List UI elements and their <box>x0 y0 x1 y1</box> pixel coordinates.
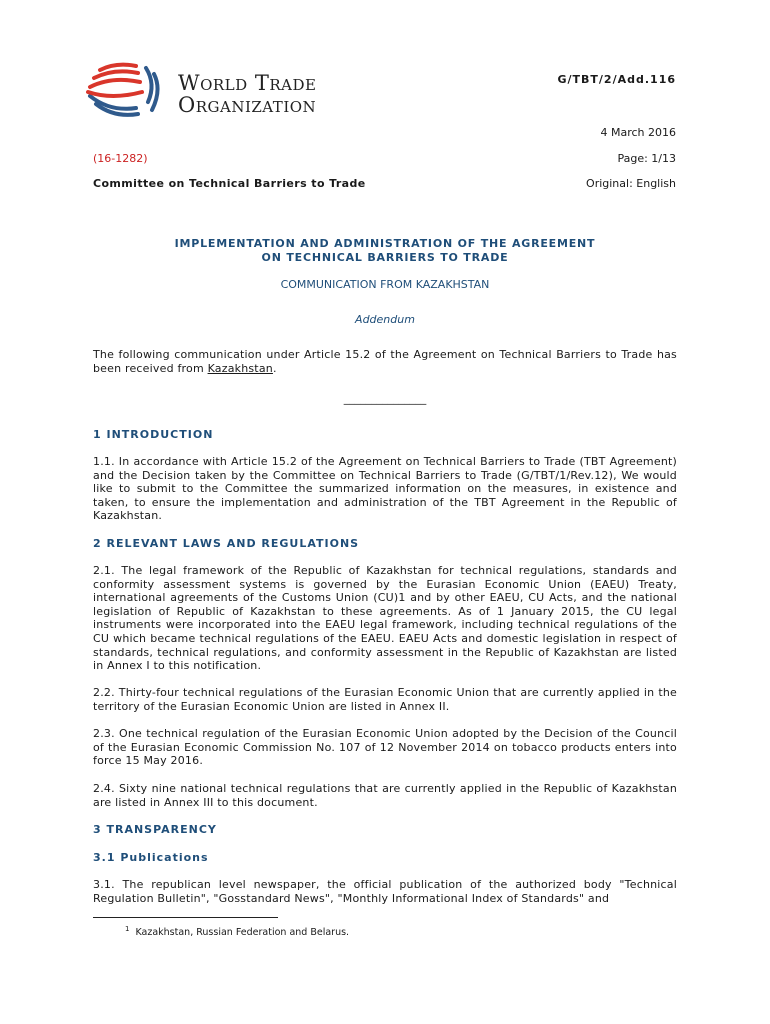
org-line2: Organization <box>178 93 317 117</box>
committee-name: Committee on Technical Barriers to Trade <box>93 177 366 190</box>
document-subtitle: COMMUNICATION FROM KAZAKHSTAN <box>280 278 490 291</box>
section-3-1-heading: 3.1 Publications <box>93 851 209 864</box>
org-line1: World Trade <box>178 71 317 95</box>
footnote-number: 1 <box>125 925 130 933</box>
organization-name <box>178 72 316 116</box>
paragraph-2-3: 2.3. One technical regulation of the Eurasian Economic Union adopted by the Decision of the Council of the Eurasian Economic Commission No. 107 of 12 November 2014 on tobacco products enters into force 15 May 2016. <box>93 727 677 768</box>
addendum-label: Addendum <box>355 313 415 326</box>
separator-line: _______________ <box>343 392 427 405</box>
wto-logo-icon <box>86 60 164 120</box>
paragraph-2-4: 2.4. Sixty nine national technical regulations that are currently applied in the Republic of Kazakhstan are listed in Annex III to this document. <box>93 782 677 809</box>
document-number: (16-1282) <box>93 152 148 165</box>
paragraph-2-1: 2.1. The legal framework of the Republic of Kazakhstan for technical regulations, standards and conformity assessment systems is governed by the Eurasian Economic Union (EAEU) Treaty, international agreements of the Customs Union (CU)1 and by other EAEU, CU Acts, and the national legislation of Republic of Kazakhstan to these agreements. As of 1 January 2015, the CU legal instruments were incorporated into the EAEU legal framework, including technical regulations of the CU which became technical regulations of the EAEU. EAEU Acts and domestic legislation in respect of standards, technical regulations, and conformity assessment in the Republic of Kazakhstan are listed in Annex I to this notification. <box>93 564 677 673</box>
title-line1: IMPLEMENTATION AND ADMINISTRATION OF THE AGREEMENT <box>174 237 596 250</box>
footnote <box>125 925 349 938</box>
title-line2: ON TECHNICAL BARRIERS TO TRADE <box>261 251 509 264</box>
document-date: 4 March 2016 <box>600 126 676 139</box>
footnote-divider <box>93 917 278 918</box>
page-indicator: Page: 1/13 <box>617 152 676 165</box>
original-language: Original: English <box>586 177 676 190</box>
intro-text: The following communication under Article 15.2 of the Agreement on Technical Barriers to Trade has been received from <box>93 348 677 375</box>
kazakhstan-link[interactable]: Kazakhstan <box>207 361 273 375</box>
paragraph-2-2: 2.2. Thirty-four technical regulations of the Eurasian Economic Union that are currently applied in the territory of the Eurasian Economic Union are listed in Annex II. <box>93 686 677 713</box>
section-2-heading: 2 RELEVANT LAWS AND REGULATIONS <box>93 537 360 550</box>
intro-end: . <box>272 361 277 375</box>
footnote-text: Kazakhstan, Russian Federation and Belarus. <box>135 927 350 939</box>
section-1-heading: 1 INTRODUCTION <box>93 428 214 441</box>
document-title <box>93 237 677 265</box>
paragraph-3-1: 3.1. The republican level newspaper, the official publication of the authorized body "Technical Regulation Bulletin", "Gosstandard News", "Monthly Informational Index of Standards" and <box>93 878 677 905</box>
document-symbol: G/TBT/2/Add.116 <box>557 73 676 86</box>
intro-paragraph <box>93 348 677 375</box>
section-3-heading: 3 TRANSPARENCY <box>93 823 217 836</box>
paragraph-1-1: 1.1. In accordance with Article 15.2 of the Agreement on Technical Barriers to Trade (TBT Agreement) and the Decision taken by the Committee on Technical Barriers to Trade (G/TBT/1/Rev.12), We would like to submit to the Committee the summarized information on the measures, in existence and taken, to ensure the implementation and administration of the TBT Agreement in the Republic of Kazakhstan. <box>93 455 677 523</box>
